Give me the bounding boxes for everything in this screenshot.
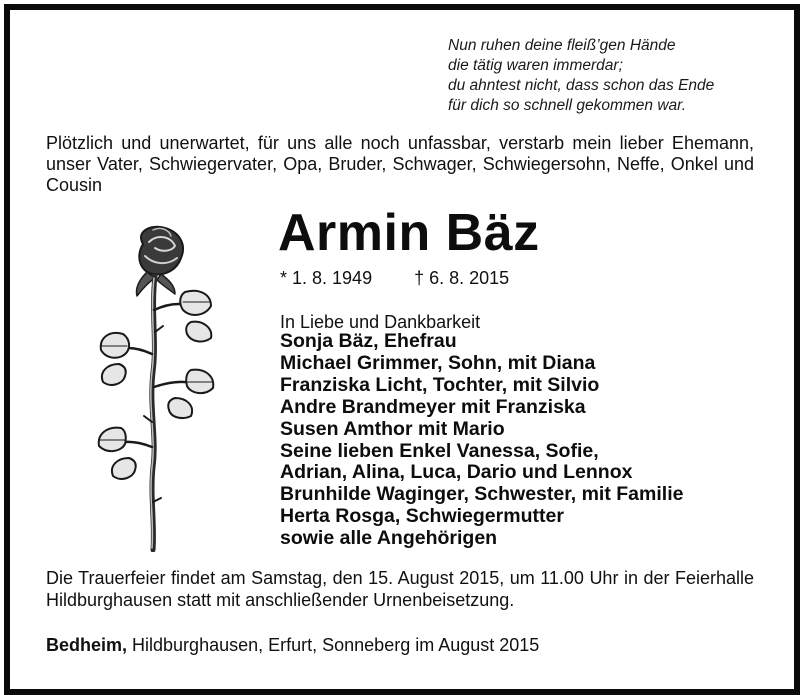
footer-place-bold: Bedheim, xyxy=(46,635,128,655)
footer-place-rest: Hildburghausen, Erfurt, Sonneberg im August 2015 xyxy=(127,635,540,655)
mourner-line: Franziska Licht, Tochter, mit Silvio xyxy=(280,373,600,396)
poem xyxy=(448,36,714,116)
mourner-line: Susen Amthor mit Mario xyxy=(280,417,505,440)
mourner-line: Adrian, Alina, Luca, Dario und Lennox xyxy=(280,461,633,484)
thanks-line: In Liebe und Dankbarkeit xyxy=(280,312,481,332)
poem-line: die tätig waren immerdar; xyxy=(448,57,623,74)
intro-text: Plötzlich und unerwartet, für uns alle noch unfassbar, verstarb mein lieber Ehemann, unser Vater, Schwiegervater, Opa, Bruder, Schwager, Schwiegersohn, Neffe, Onkel und Cousin xyxy=(46,133,754,195)
poem-line: für dich so schnell gekommen war. xyxy=(448,97,687,114)
death-date: † 6. 8. 2015 xyxy=(414,268,510,288)
mourner-line: Brunhilde Waginger, Schwester, mit Familie xyxy=(280,483,684,506)
mourners-list xyxy=(280,331,683,550)
footer-places xyxy=(46,634,539,656)
mourner-line: sowie alle Angehörigen xyxy=(280,527,498,550)
mourner-line: Sonja Bäz, Ehefrau xyxy=(280,330,457,352)
mourner-line: Herta Rosga, Schwiegermutter xyxy=(280,505,564,528)
mourner-line: Andre Brandmeyer mit Franziska xyxy=(280,395,586,418)
life-dates xyxy=(280,266,509,290)
mourner-line: Michael Grimmer, Sohn, mit Diana xyxy=(280,351,596,374)
poem-line: du ahntest nicht, dass schon das Ende xyxy=(448,77,715,94)
poem-line: Nun ruhen deine fleiß’gen Hände xyxy=(448,37,676,54)
birth-date: * 1. 8. 1949 xyxy=(280,268,373,288)
rose-icon xyxy=(95,222,215,552)
mourner-line: Seine lieben Enkel Vanessa, Sofie, xyxy=(280,439,599,462)
funeral-notice: Die Trauerfeier findet am Samstag, den 15. August 2015, um 11.00 Uhr in der Feierhalle Hildburghausen statt mit anschließender Urnenbeisetzung. xyxy=(46,568,754,610)
deceased-name: Armin Bäz xyxy=(278,204,540,262)
